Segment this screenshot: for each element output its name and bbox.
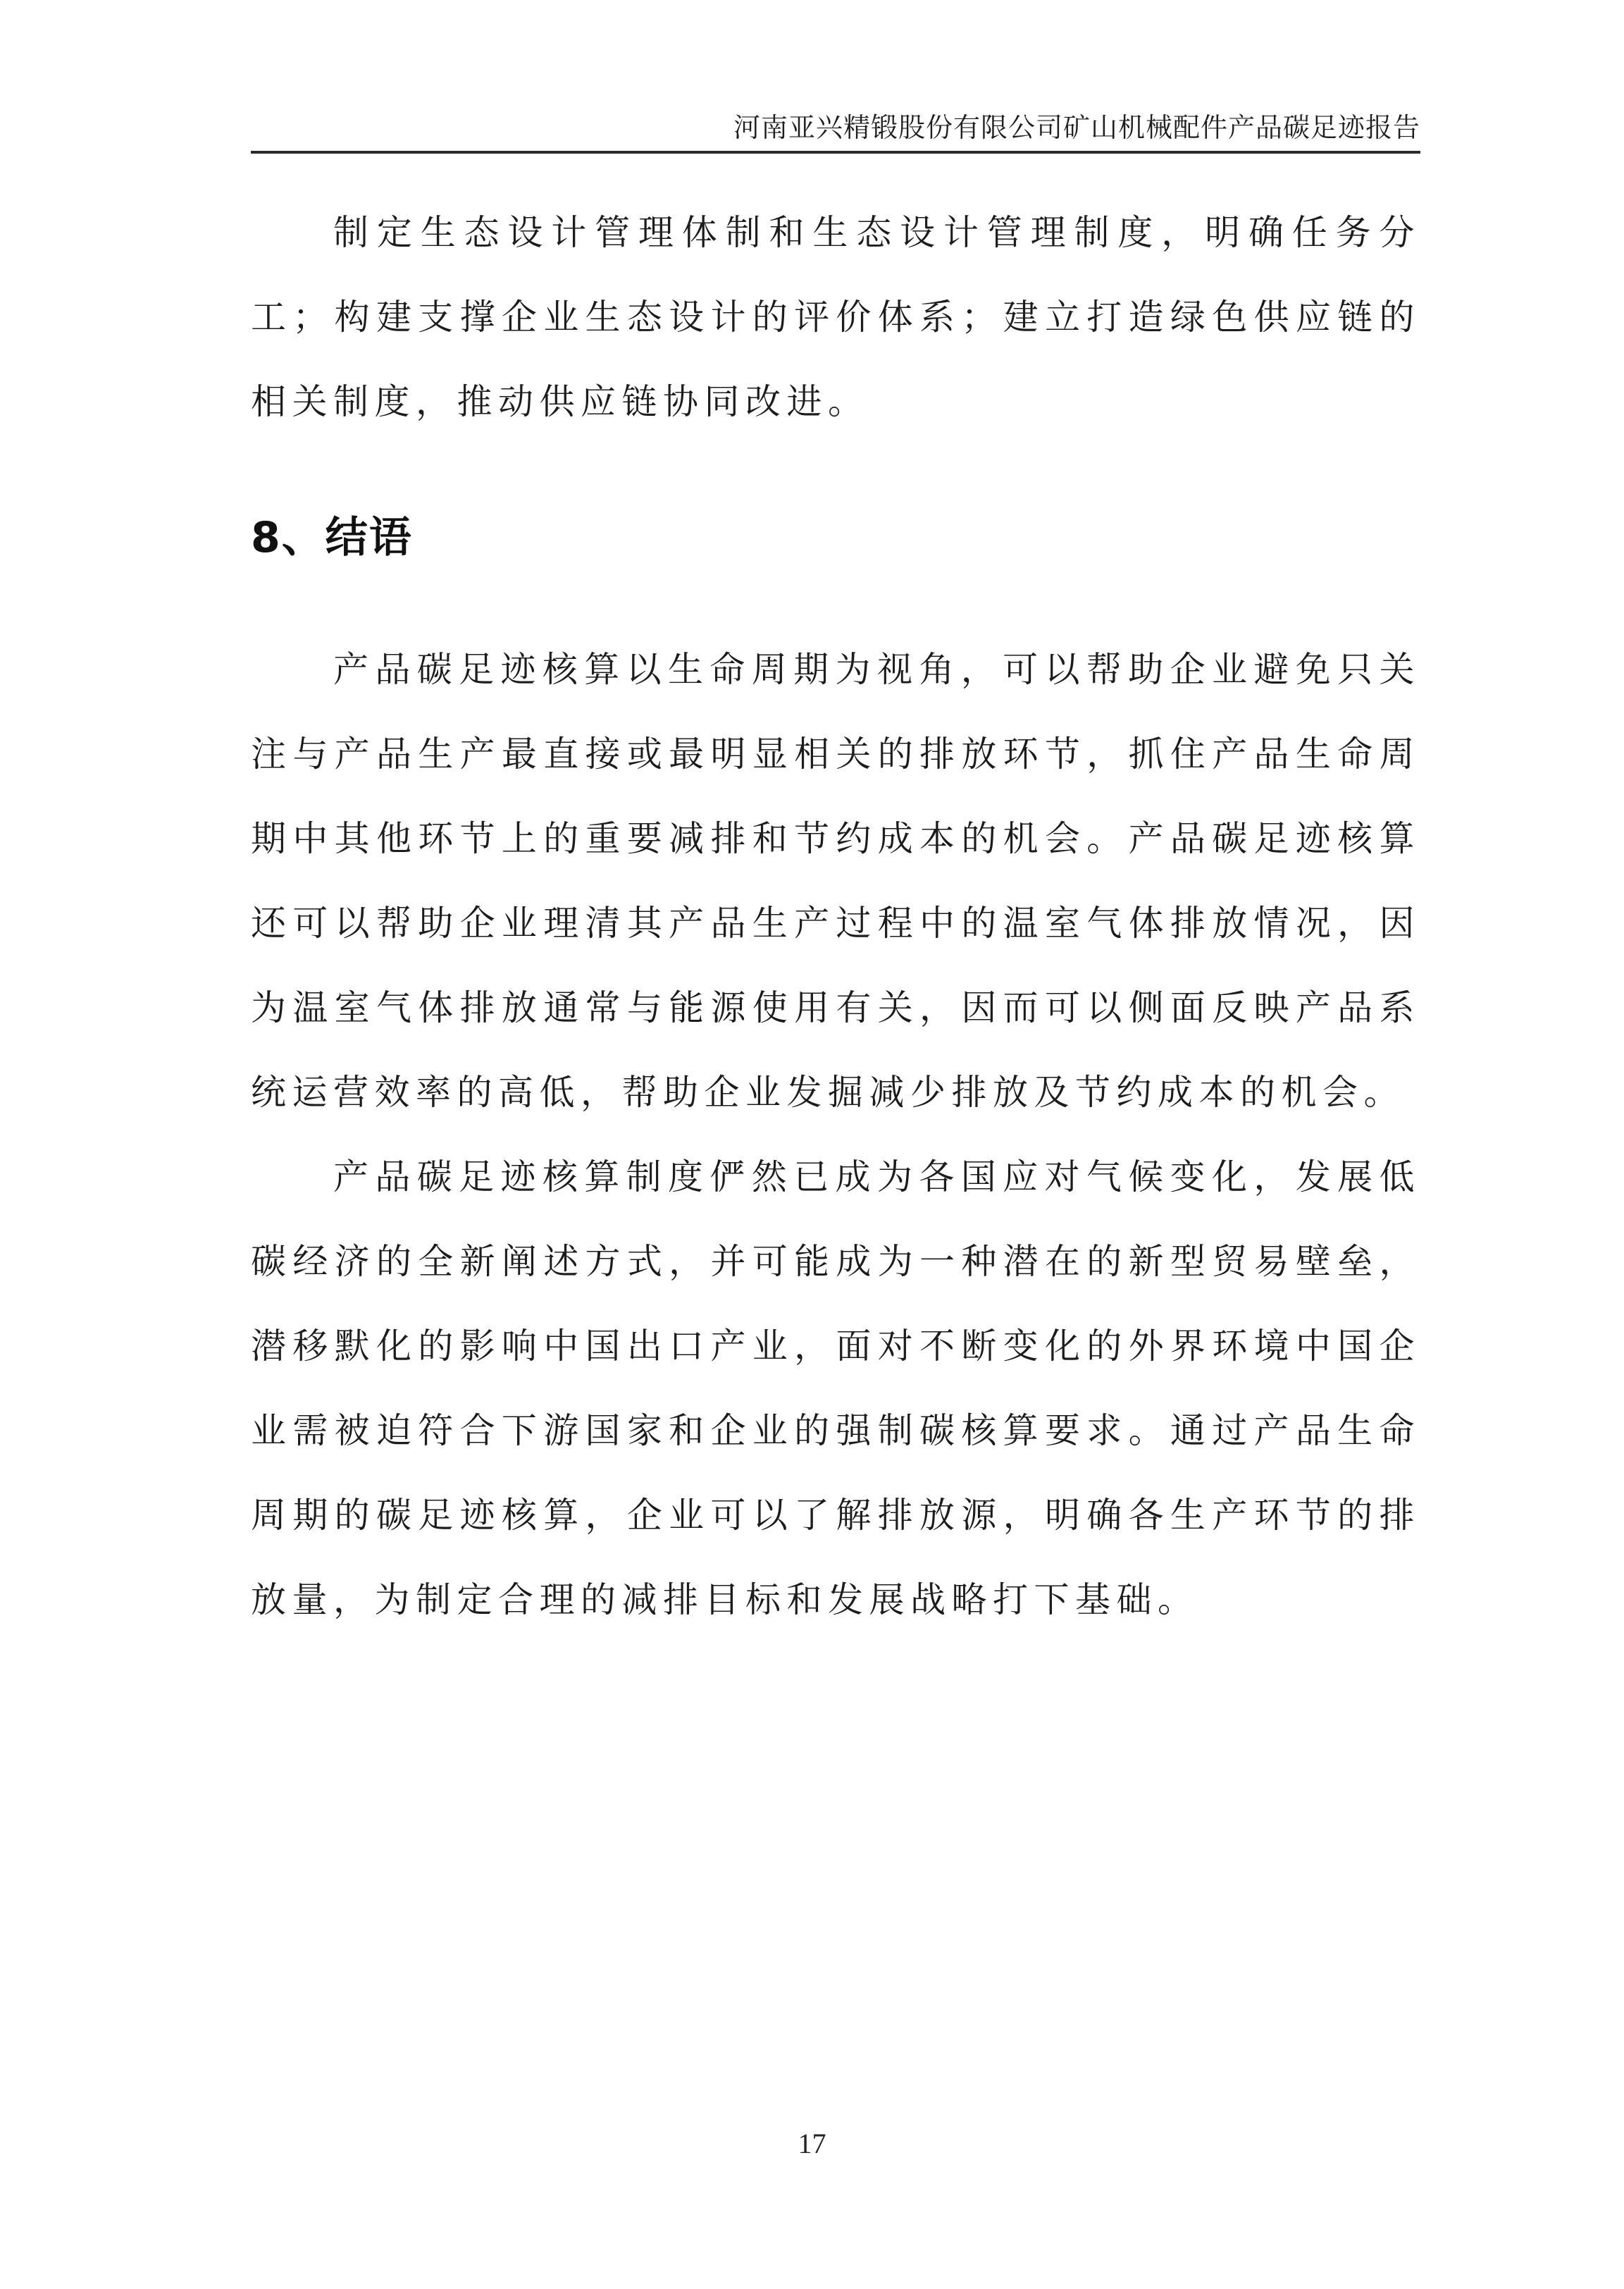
header-title: 河南亚兴精锻股份有限公司矿山机械配件产品碳足迹报告 bbox=[733, 112, 1420, 143]
header-divider bbox=[251, 151, 1420, 154]
page-number: 17 bbox=[798, 2128, 826, 2159]
conclusion-body bbox=[251, 627, 1420, 1642]
section-heading: 8、结语 bbox=[251, 513, 413, 562]
conclusion-paragraph-1: 产品碳足迹核算以生命周期为视角，可以帮助企业避免只关注与产品生产最直接或最明显相关的排放环节，抓住产品生命周期中其他环节上的重要减排和节约成本的机会。产品碳足迹核算还可以帮助企业理清其产品生产过程中的温室气体排放情况，因为温室气体排放通常与能源使用有关，因而可以侧面反映产品系统运营效率的高低，帮助企业发掘减少排放及节约成本的机会。 bbox=[251, 649, 1420, 1113]
page-header bbox=[251, 106, 1420, 155]
intro-paragraph: 制定生态设计管理体制和生态设计管理制度，明确任务分工；构建支撑企业生态设计的评价体系；建立打造绿色供应链的相关制度，推动供应链协同改进。 bbox=[251, 212, 1420, 422]
conclusion-paragraph-2: 产品碳足迹核算制度俨然已成为各国应对气候变化，发展低碳经济的全新阐述方式，并可能成为一种潜在的新型贸易壁垒，潜移默化的影响中国出口产业，面对不断变化的外界环境中国企业需被迫符合下游国家和企业的强制碳核算要求。通过产品生命周期的碳足迹核算，企业可以了解排放源，明确各生产环节的排放量，为制定合理的减排目标和发展战略打下基础。 bbox=[251, 1156, 1420, 1620]
intro-section bbox=[251, 190, 1420, 444]
